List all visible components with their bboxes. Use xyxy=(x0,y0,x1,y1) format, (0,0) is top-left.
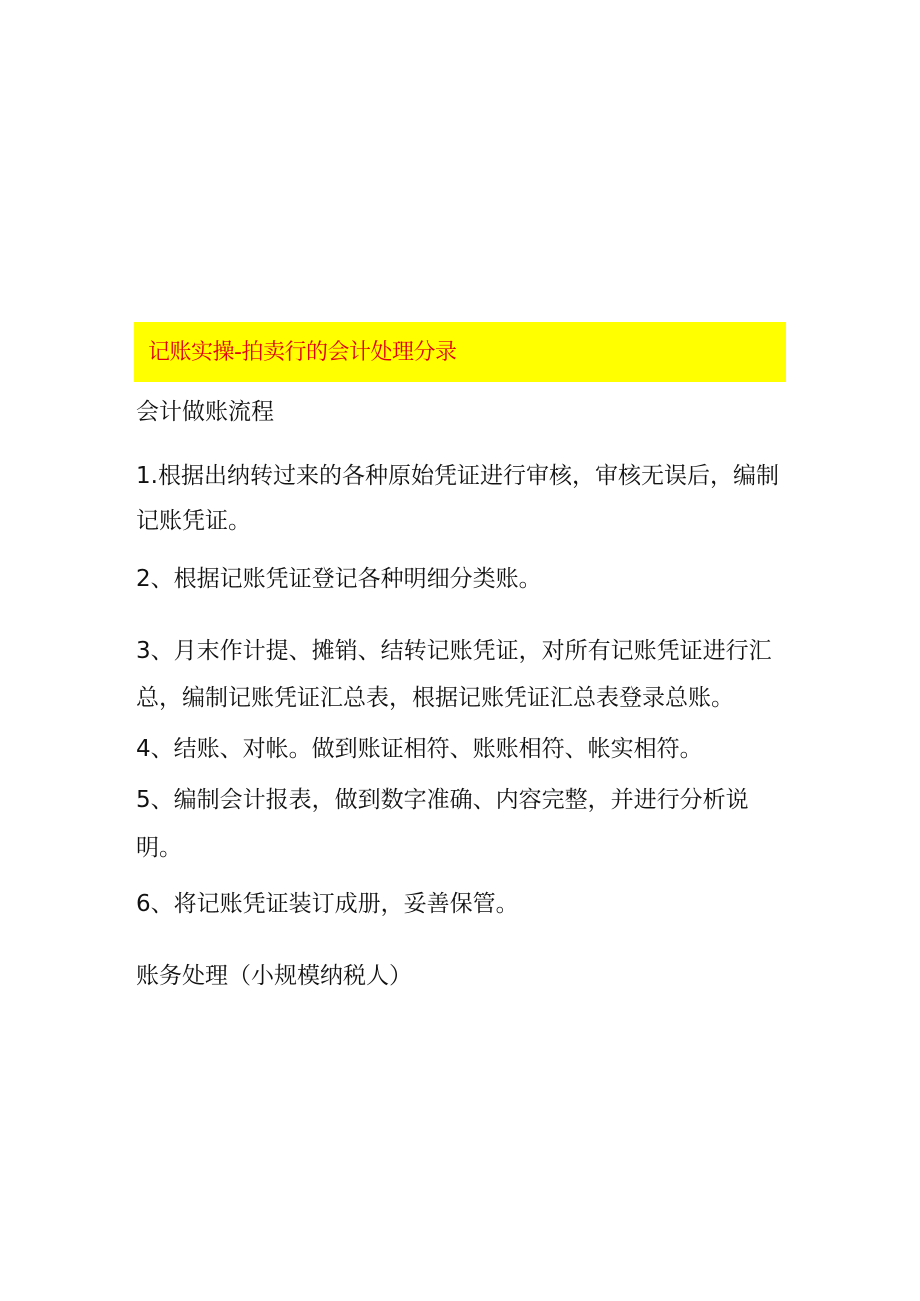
step-1-line-2: 记账凭证。 xyxy=(136,508,251,534)
step-1-line-1: 1.根据出纳转过来的各种原始凭证进行审核，审核无误后，编制 xyxy=(136,463,779,489)
step-5-line-1: 5、编制会计报表，做到数字准确、内容完整，并进行分析说 xyxy=(136,787,749,813)
subheading: 账务处理（小规模纳税人） xyxy=(136,963,412,989)
title-banner xyxy=(134,322,786,382)
step-3-line-2: 总，编制记账凭证汇总表，根据记账凭证汇总表登录总账。 xyxy=(136,685,734,711)
step-4-line-1: 4、结账、对帐。做到账证相符、账账相符、帐实相符。 xyxy=(136,736,703,762)
step-5-line-2: 明。 xyxy=(136,835,182,861)
step-6-line-1: 6、将记账凭证装订成册，妥善保管。 xyxy=(136,891,519,917)
section-heading: 会计做账流程 xyxy=(136,399,274,425)
document-title: 记账实操-拍卖行的会计处理分录 xyxy=(148,340,457,365)
step-3-line-1: 3、月末作计提、摊销、结转记账凭证，对所有记账凭证进行汇 xyxy=(136,638,772,664)
step-2-line-1: 2、根据记账凭证登记各种明细分类账。 xyxy=(136,566,542,592)
